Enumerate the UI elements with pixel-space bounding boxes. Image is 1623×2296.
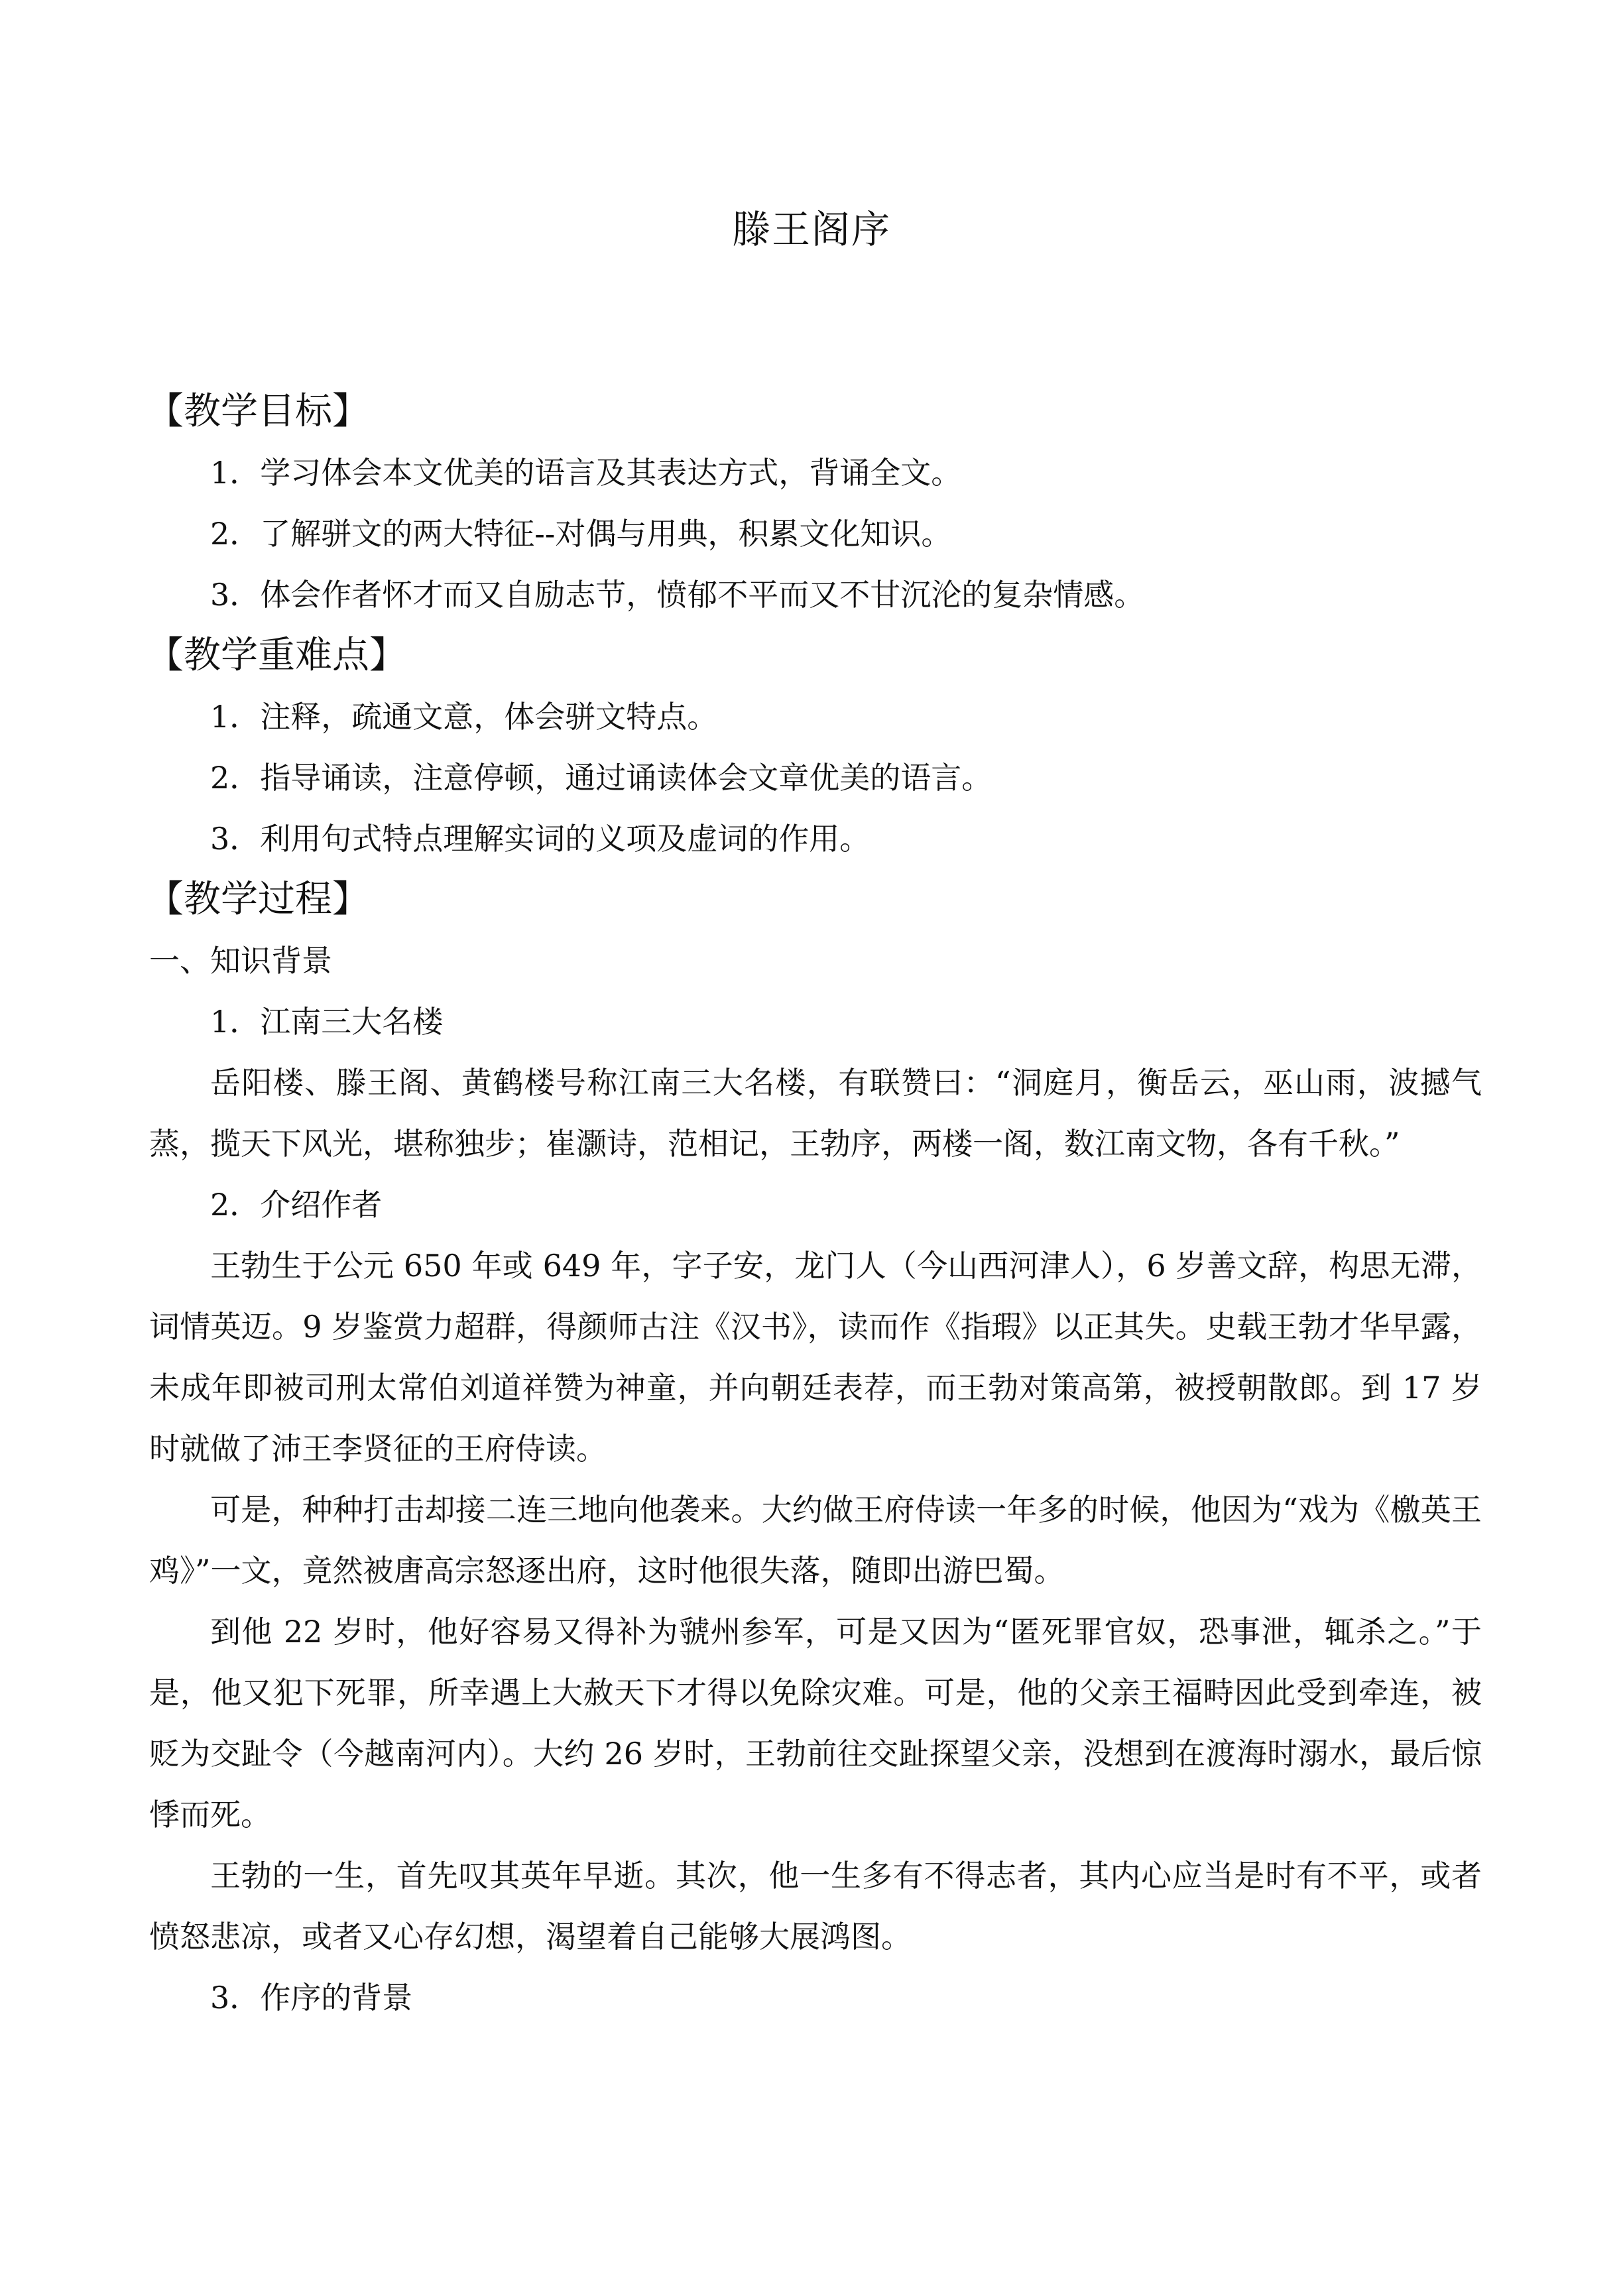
objective-item-2: 2．了解骈文的两大特征--对偶与用典，积累文化知识。: [210, 516, 952, 552]
document-body: [149, 381, 1482, 2028]
key-point-item-1: 1．注释，疏通文意，体会骈文特点。: [210, 699, 718, 735]
paragraph-author-4: 王勃的一生，首先叹其英年早逝。其次，他一生多有不得志者，其内心应当是时有不平，或者愤怒悲凉，或者又心存幻想，渴望着自己能够大展鸿图。: [149, 1858, 1482, 1955]
subheading-author: 2．介绍作者: [210, 1187, 383, 1223]
key-point-item-2: 2．指导诵读，注意停顿，通过诵读体会文章优美的语言。: [210, 760, 992, 796]
objectives-heading: 【教学目标】: [147, 390, 369, 433]
paragraph-author-1: 王勃生于公元 650 年或 649 年，字子安，龙门人（今山西河津人），6 岁善文辞，构思无滞，词情英迈。9 岁鉴赏力超群，得颜师古注《汉书》，读而作《指瑕》以正其失。史载王勃才华早露，未成年即被司刑太常伯刘道祥赞为神童，并向朝廷表荐，而王勃对策高第，被授朝散郎。到 17 岁时就做了沛王李贤征的王府侍读。: [149, 1248, 1482, 1467]
objective-item-3: 3．体会作者怀才而又自励志节，愤郁不平而又不甘沉沦的复杂情感。: [210, 577, 1145, 613]
objective-item-1: 1．学习体会本文优美的语言及其表达方式，背诵全文。: [210, 455, 962, 491]
subheading-preface-background: 3．作序的背景: [210, 1980, 413, 2016]
paragraph-author-2: 可是，种种打击却接二连三地向他袭来。大约做王府侍读一年多的时候，他因为“戏为《檄英王鸡》”一文，竟然被唐高宗怒逐出府，这时他很失落，随即出游巴蜀。: [149, 1492, 1482, 1589]
key-points-heading: 【教学重难点】: [147, 634, 406, 677]
document-title: 滕王阁序: [731, 207, 891, 252]
section-heading-background: 一、知识背景: [149, 943, 332, 979]
key-point-item-3: 3．利用句式特点理解实词的义项及虚词的作用。: [210, 821, 871, 857]
process-heading: 【教学过程】: [147, 878, 369, 921]
subheading-three-towers: 1．江南三大名楼: [210, 1004, 444, 1040]
paragraph-author-3: 到他 22 岁时，他好容易又得补为虢州参军，可是又因为“匿死罪官奴，恐事泄，辄杀之。”于是，他又犯下死罪，所幸遇上大赦天下才得以免除灾难。可是，他的父亲王福畤因此受到牵连，被贬为交趾令（今越南河内）。大约 26 岁时，王勃前往交趾探望父亲，没想到在渡海时溺水，最后惊悸而死。: [149, 1614, 1482, 1833]
paragraph-three-towers: 岳阳楼、滕王阁、黄鹤楼号称江南三大名楼，有联赞曰：“洞庭月，衡岳云，巫山雨，波撼气蒸，揽天下风光，堪称独步；崔灏诗，范相记，王勃序，两楼一阁，数江南文物，各有千秋。”: [149, 1065, 1482, 1162]
